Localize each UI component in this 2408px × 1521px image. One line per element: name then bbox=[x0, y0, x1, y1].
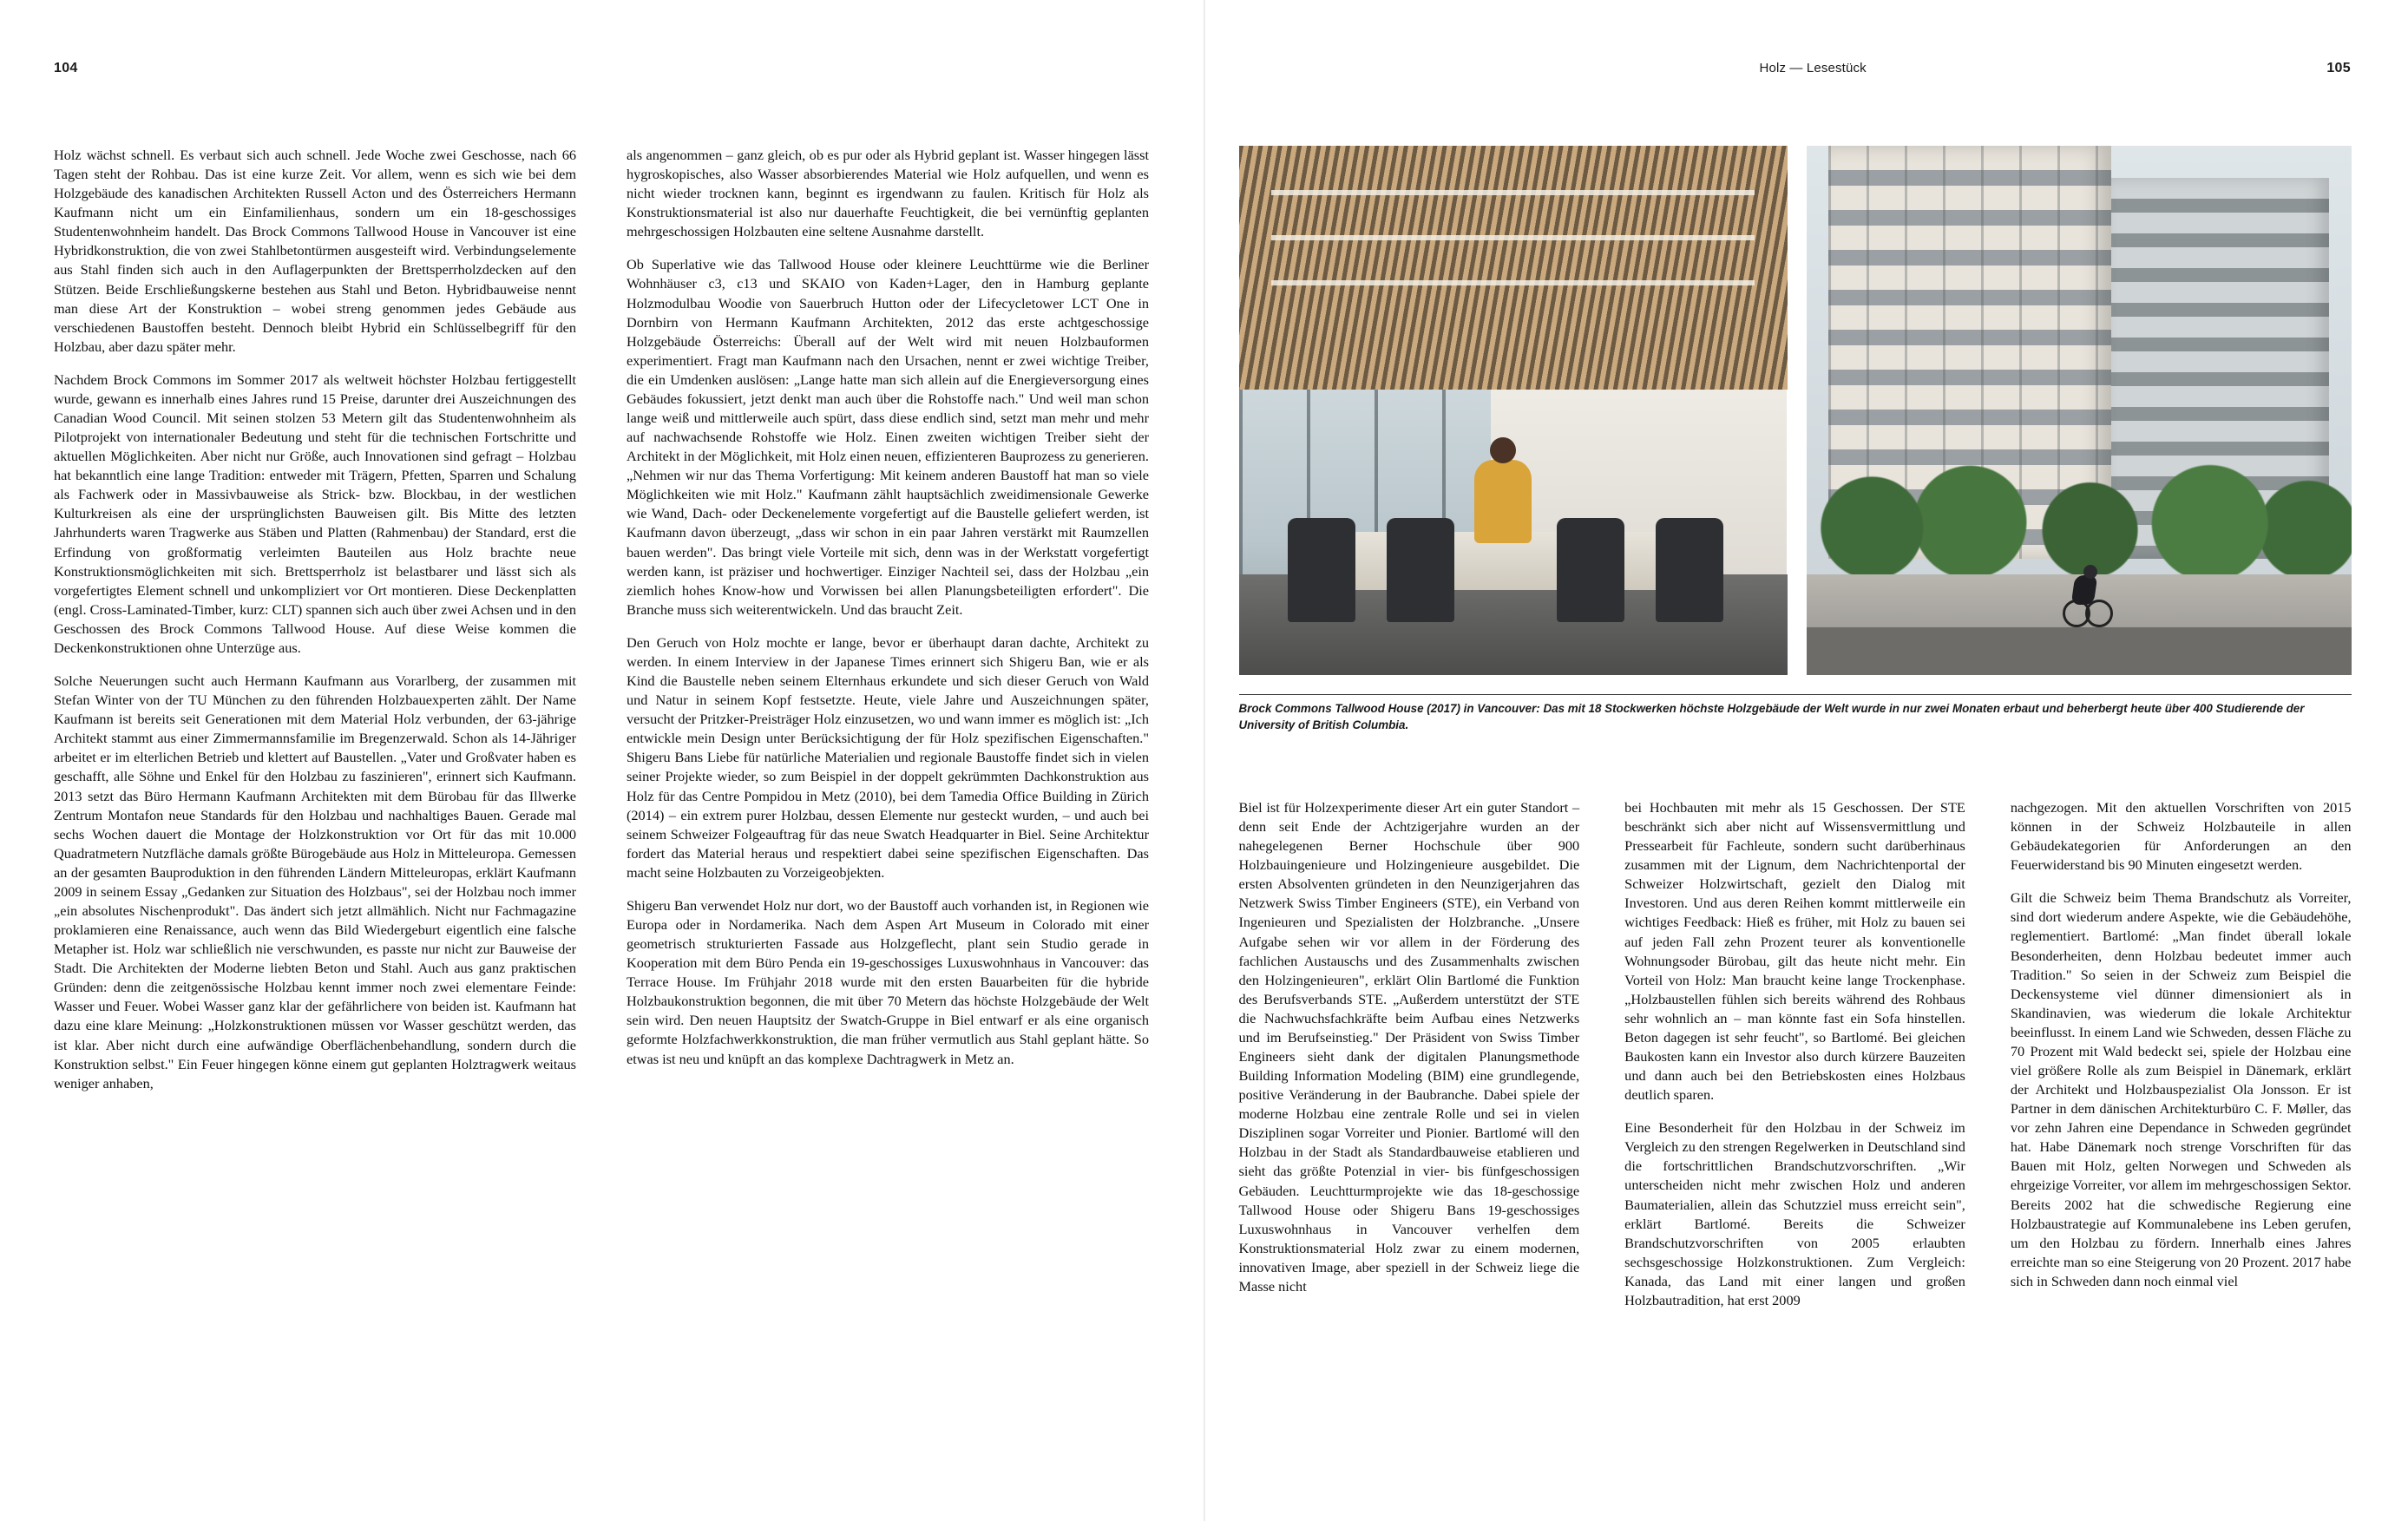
brock-commons-facade-photo bbox=[1807, 146, 2352, 675]
page-number-right: 105 bbox=[2326, 61, 2351, 75]
right-page-text-columns bbox=[1239, 798, 2352, 1310]
brock-commons-interior-photo bbox=[1239, 146, 1788, 675]
street-trees bbox=[1807, 458, 2352, 574]
paragraph: nachgezogen. Mit den aktuellen Vorschriften von 2015 können in der Schweiz Holzbauteile in allen Gebäudekategorien für Anforderungen an den Feuerwiderstand bis 90 Minuten eingesetzt werden. bbox=[2010, 799, 2352, 874]
paragraph: Gilt die Schweiz beim Thema Brandschutz als Vorreiter, sind dort wiederum andere Aspekte, wie die Gebäudehöhe, reglementiert. Bartlomé: „Man findet überall lokale Besonderheiten, denn Holzbau bedeutet immer auch Tradition." So seien in der Schweiz zum Beispiel die Deckensysteme viel dünner dimensioniert als in Skandinavien, was wiederum die lokale Architektur beeinflusst. In einem Land wie Schweden, dessen Fläche zu 70 Prozent mit Wald bedeckt sei, spiele der Holzbau eine viel größere Rolle als zum Beispiel in Dänemark, erklärt der Architekt und Holzbauspezialist Ola Jonsson. Er ist Partner in dem dänischen Architekturbüro C. F. Møller, das vor zehn Jahren eine Dependance in Schweden gegründet hat. Habe Dänemark noch strenge Vorschriften für das Bauen mit Holz, gelten Norwegen und Schweden als ehrgeizige Vorreiter, vor allem im mehrgeschossigen Sektor. Bereits 2002 hat die schwedische Regierung eine Holzbaustrategie auf Kommunalebene ins Leben gerufen, um den Holzbau zu fördern. Innerhalb eines Jahres erreichte man so eine Steigerung von 20 Prozent. 2017 habe sich in Schweden dann noch einmal viel bbox=[2010, 889, 2352, 1289]
road bbox=[1807, 627, 2352, 675]
right-page bbox=[1204, 0, 2408, 1521]
paragraph: Shigeru Ban verwendet Holz nur dort, wo der Baustoff auch vorhanden ist, in Regionen wie Europa oder in Nordamerika. Nach dem Aspen Art Museum in Colorado mit einer geometrisch strukturierten Fassade aus Holzgeflecht, plant sein Studio gerade in Kooperation mit dem Büro Penda ein 19-geschossiges Luxuswohnhaus in Vancouver: das Terrace House. Im Frühjahr 2018 wurde mit den ersten Bauarbeiten für die hybride Holzbaukonstruktion begonnen, die mit über 70 Metern das höchste Holzgebäude der Welt sein wird. Den neuen Hauptsitz der Swatch-Gruppe in Biel entwarf er als eine organisch geformte Holzfachwerkkonstruktion, die man früher vermutlich aus Stahl geplant hätte. So etwas ist neu und knüpft an das komplexe Dachtragwerk in Metz an. bbox=[627, 896, 1149, 1067]
chair bbox=[1387, 518, 1454, 622]
paragraph: Nachdem Brock Commons im Sommer 2017 als weltweit höchster Holzbau fertiggestellt wurde, gewann es innerhalb eines Jahres rund 15 Preise, darunter drei Auszeichnungen des Canadian Wood Council. Mit seinen stolzen 53 Metern gilt das Studentenwohnheim als Pilotprojekt von internationaler Bedeutung und steht für die technischen Fortschritte und aktuellen Möglichkeiten. Aber nicht nur Größe, auch Innovationen sind gefragt – Holzbau hat bekanntlich eine lange Tradition: entweder mit Trägern, Pfetten, Sparren und Schalung als Fachwerk oder in Massivbauweise als Strick- bzw. Blockbau, in der westlichen Kulturkreisen als eine der ursprünglichsten Bauweisen gilt. Bis Mitte des letzten Jahrhunderts waren Tragwerke aus Stäben und Platten (Rahmenbau) der Standard, erst die Erfindung von großformatig verleimten Bauteilen aus Holz brachte neue Konstruktionsmöglichkeiten mit sich. Brettsperrholz ist belastbarer und lässt sich als vorgefertigtes Element schnell und unkompliziert vor Ort montieren. Diese Deckenplatten (engl. Cross-Laminated-Timber, kurz: CLT) spannen sich auch über zwei Achsen und in den Geschossen des Brock Commons Tallwood House. Auf diese Weise kommen die Deckenkonstruktionen ohne Unterzüge aus. bbox=[54, 370, 576, 656]
text-column-4 bbox=[1624, 798, 1965, 1310]
wood-slat-ceiling bbox=[1239, 146, 1788, 390]
paragraph: Ob Superlative wie das Tallwood House oder kleinere Leuchttürme wie die Berliner Wohnhäuser c3, c13 und SKAIO von Kaden+Lager, den in Hamburg geplante Holzmodulbau Woodie von Sauerbruch Hutton oder der Lifecycletower LCT One in Dornbirn von Hermann Kaufmann Architekten, 2012 das erste achtgeschossige Holzgebäude Österreichs: Überall auf der Welt wird mit neuen Holzbauformen experimentiert. Fragt man Kaufmann nach den Ursachen, nennt er zwei wichtige Treiber, die ein Umdenken auslösen: „Lange hatte man sich allein auf die Energieversorgung eines Gebäudes fokussiert, jetzt denkt man auch über die Rohstoffe nach." Und weil man schon lange weiß und mittlerweile auch spürt, dass diese endlich sind, setzt man mehr und mehr auf nachwachsende Rohstoffe wie Holz. Einen zweiten wichtigen Treiber sieht der Architekt in der Möglichkeit, mit Holz einen neuen, effizienteren Bauprozess zu generieren. „Nehmen wir nur das Thema Vorfertigung: Mit keinem anderen Baustoff hat man so viele Möglichkeiten wie mit Holz." Kaufmann zählt hauptsächlich zweidimensionale Gewerke wie Wand, Dach- oder Deckenelemente vorgefertigt auf die Baustelle geliefert werden, ist Kaufmann davon überzeugt, „dass wir schon in ein paar Jahren verstärkt mit Raumzellen bauen werden". Das bringt viele Vorteile mit sich, denn was in der Werkstatt vorgefertigt werden kann, ist präziser und hochwertiger. Einziger Nachteil sei, dass der Holzbau „ein ziemlich hohes Know-how und Vorwissen bei allen Planungsbeteiligten erfordert". Die Branche muss sich weiterentwickeln. Und das braucht Zeit. bbox=[627, 256, 1149, 618]
paragraph: Holz wächst schnell. Es verbaut sich auch schnell. Jede Woche zwei Geschosse, nach 66 Tagen steht der Rohbau. Das ist eine kurze Zeit. Vor allem, wenn es sich wie bei dem Holzgebäude des kanadischen Architekten Russell Acton und des Österreichers Hermann Kaufmann nicht um ein Einfamilienhaus, sondern um ein 18-geschossiges Studentenwohnheim handelt. Das Brock Commons Tallwood House in Vancouver ist eine Hybridkonstruktion, die von zwei Stahlbetontürmen ausgesteift wird. Verbindungselemente aus Stahl finden sich auch in den Auflagerpunkten der Brettsperrholzdecken auf den Stützen. Beide Erschließungskerne bestehen aus Stahl und Beton. Hybridbauweise nennt man diese Art der Konstruktion – wobei streng genommen jedes Gebäude aus verschiedenen Baustoffen besteht. Dennoch bleibt Hybrid ein Schlüsselbegriff für den Holzbau, aber dazu später mehr. bbox=[54, 147, 576, 355]
text-column-3 bbox=[1239, 798, 1580, 1310]
seated-person bbox=[1474, 460, 1532, 543]
chair bbox=[1288, 518, 1355, 622]
chair bbox=[1656, 518, 1723, 622]
paragraph: bei Hochbauten mit mehr als 15 Geschossen. Der STE beschränkt sich aber nicht auf Wissensvermittlung und Pressearbeit für Fachleute, sondern sucht darüberhinaus zusammen mit der Lignum, dem Nachrichtenportal der Schweizer Holzwirtschaft, gezielt den Dialog mit Investoren. Und aus deren Reihen kommt mittlerweile ein wichtiges Feedback: Hieß es früher, mit Holz zu bauen sei auf jeden Fall zehn Prozent teurer als konventionelle Wohnungsoder Bürobau, gilt das heute nicht mehr. Ein Vorteil von Holz: Man braucht keine lange Trockenphase. „Holzbaustellen fühlen sich bereits während des Rohbaus sehr wohnlich an – man könnte fast ein Sofa hinstellen. Beton dagegen ist sehr feucht", so Bartlomé. Bei gleichen Baukosten kann ein Investor also durch kürzere Bauzeiten und dann auch bei den Betriebskosten eines Holzbaus deutlich sparen. bbox=[1624, 799, 1965, 1104]
left-page-text-columns bbox=[54, 146, 1149, 1093]
text-column-1 bbox=[54, 146, 576, 1093]
text-column-5 bbox=[2011, 798, 2352, 1310]
chair bbox=[1557, 518, 1624, 622]
cyclist bbox=[2063, 575, 2108, 627]
page-number-left: 104 bbox=[54, 61, 78, 75]
photo-row bbox=[1239, 146, 2352, 675]
text-column-2 bbox=[627, 146, 1149, 1093]
caption-rule bbox=[1239, 694, 2352, 695]
paragraph: als angenommen – ganz gleich, ob es pur oder als Hybrid geplant ist. Wasser hingegen lässt hygroskopisches, also Wasser absorbierendes Material wie Holz aufquellen, und wenn es nicht wieder trocknen kann, beginnt es irgendwann zu faulen. Kritisch für Holz als Konstruktionsmaterial ist also nur dauerhafte Feuchtigkeit, die bei vernünftig geplanten mehrgeschossigen Holzbauten eine seltene Ausnahme darstellt. bbox=[627, 147, 1149, 240]
figure-caption-block bbox=[1239, 694, 2352, 734]
paragraph: Biel ist für Holzexperimente dieser Art ein guter Standort – denn seit Ende der Achtzigerjahre wurden an der nahegelegenen Berner Hochschule über 900 Holzbauingenieure und Holzingenieure ausgebildet. Die ersten Absolventen gründeten in den Neunzigerjahren das Netzwerk Swiss Timber Engineers (STE), ein Verband von Ingenieuren und Spezialisten der Holzbranche. „Unsere Aufgabe sehen wir vor allem in der Förderung des fachlichen Austauschs und des Zusammenhalts zwischen den Holzingenieuren", erklärt Olin Bartlomé die Funktion des Berufsverbands STE. „Außerdem unterstützt der STE die Nachwuchsfachkräfte beim Aufbau eines Netzwerks und im Berufseinstieg." Der Präsident von Swiss Timber Engineers sieht dank der digitalen Planungsmethode Building Information Modeling (BIM) eine grundlegende, positive Veränderung in der Baubranche. Dabei spiele der moderne Holzbau eine zentrale Rolle und sei in vielen Disziplinen sogar Vorreiter und Pionier. Bartlomé will den Holzbau in der Stadt als Standardbauweise etablieren und sieht das größte Potenzial in vier- bis fünfgeschossigen Gebäuden. Leuchtturmprojekte wie das 18-geschossige Tallwood House oder Shigeru Bans 19-geschossiges Luxuswohnhaus in Vancouver verhelfen dem Konstruktionsmaterial Holz zwar zu einem modernen, innovativen Image, aber speziell in der Schweiz liege die Masse nicht bbox=[1238, 799, 1580, 1295]
paragraph: Den Geruch von Holz mochte er lange, bevor er überhaupt daran dachte, Architekt zu werden. In einem Interview in der Japanese Times erinnert sich Shigeru Ban, wie er als Kind die Baustelle neben seinem Elternhaus erkundete und sich dieser Geruch von Wald und Natur in seinem Kopf festsetzte. Heute, viele Jahre und Auszeichnungen später, versucht der Pritzker-Preisträger Holz einzusetzen, wo und wann immer es möglich ist: „Ich entwickle mein Design unter Berücksichtigung der für Holz spezifischen Eigenschaften." Shigeru Bans Liebe für natürliche Materialien und regionale Baustoffe findet sich in vielen seiner Projekte wieder, so zum Beispiel in der doppelt gekrümmten Dachkonstruktion aus Holz für das Centre Pompidou in Metz (2010), bei dem Tamedia Office Building in Zürich (2014) – ein extrem purer Holzbau, dessen Elemente nur gesteckt wurden, – und auch bei seinem Schweizer Folgeauftrag für das neue Swatch Headquarter in Biel. Seine Architektur fordert das Material heraus und respektiert dabei seine spezifischen Eigenschaften. Das macht seine Holzbauten zu Vorzeigeobjekten. bbox=[627, 633, 1149, 881]
running-head: Holz — Lesestück bbox=[1759, 61, 1867, 75]
figure-caption: Brock Commons Tallwood House (2017) in Vancouver: Das mit 18 Stockwerken höchste Holzgebäude der Welt wurde in nur zwei Monaten erbaut und beherbergt heute über 400 Studierende der University of British Columbia. bbox=[1238, 702, 2305, 731]
paragraph: Eine Besonderheit für den Holzbau in der Schweiz im Vergleich zu den strengen Regelwerken in Deutschland sind die fortschrittlichen Brandschutzvorschriften. „Wir unterscheiden nicht mehr zwischen Holz und anderen Baumaterialien, allein das Schutzziel muss erreicht sein", erklärt Bartlomé. Bereits die Schweizer Brandschutzvorschriften von 2005 erlaubten sechsgeschossige Holzkonstruktionen. Zum Vergleich: Kanada, das Land mit einer langen und großen Holzbautradition, hat erst 2009 bbox=[1624, 1119, 1965, 1308]
paragraph: Solche Neuerungen sucht auch Hermann Kaufmann aus Vorarlberg, der zusammen mit Stefan Winter von der TU München zu den führenden Holzbauexperten zählt. Der Name Kaufmann ist bereits seit Generationen mit dem Material Holz verbunden, der 63-jährige Architekt stammt aus einer Zimmermannsfamilie im Bregenzerwald. Schon als 14-Jähriger arbeitet er im elterlichen Betrieb und klettert auf Baustellen. „Vater und Großvater haben es geschafft, alle Söhne und Enkel für den Holzbau zu faszinieren", erinnert sich Kaufmann. 2013 setzt das Büro Hermann Kaufmann Architekten mit dem Bürobau für das Illwerke Zentrum Montafon neue Standards für den Holzbau und nachhaltiges Bauen. Gerade mal sechs Wochen dauert die Montage der Holzkonstruktion vor Ort für das mit 10.000 Quadratmetern Nutzfläche damals größte Bürogebäude aus Holz in Mitteleuropa. Gemessen an der gesamten Bauproduktion in den führenden Ländern Mitteleuropas, erklärt Kaufmann 2009 in seinem Essay „Gedanken zur Situation des Holzbaus", sei der Holzbau noch immer „ein absolutes Nischenprodukt". Das ändert sich jetzt allmählich. Nicht nur Fachmagazine proklamieren eine Renaissance, auch wenn das Bild Wiedergeburt eigentlich eine falsche Metapher ist. Holz war schließlich nie verschwunden, es passte nur nicht zur Bauweise der Stadt. Die Architekten der Moderne liebten Beton und Stahl. Auch aus ganz praktischen Gründen: denn die zeitgenössische Holzbau kennt immer noch zwei elementare Feinde: Wasser und Feuer. Wobei Wasser ganz klar der gefährlichere von beiden ist. Kaufmann hat dazu eine klare Meinung: „Holzkonstruktionen müssen vor Wasser geschützt werden, das ist klar. Aber nicht durch eine aufwändige Oberflächenbehandlung, sondern durch die Konstruktion selbst." Ein Feuer hingegen könne einem gut geplanten Holztragwerk weitaus weniger anhaben, bbox=[54, 672, 576, 1092]
